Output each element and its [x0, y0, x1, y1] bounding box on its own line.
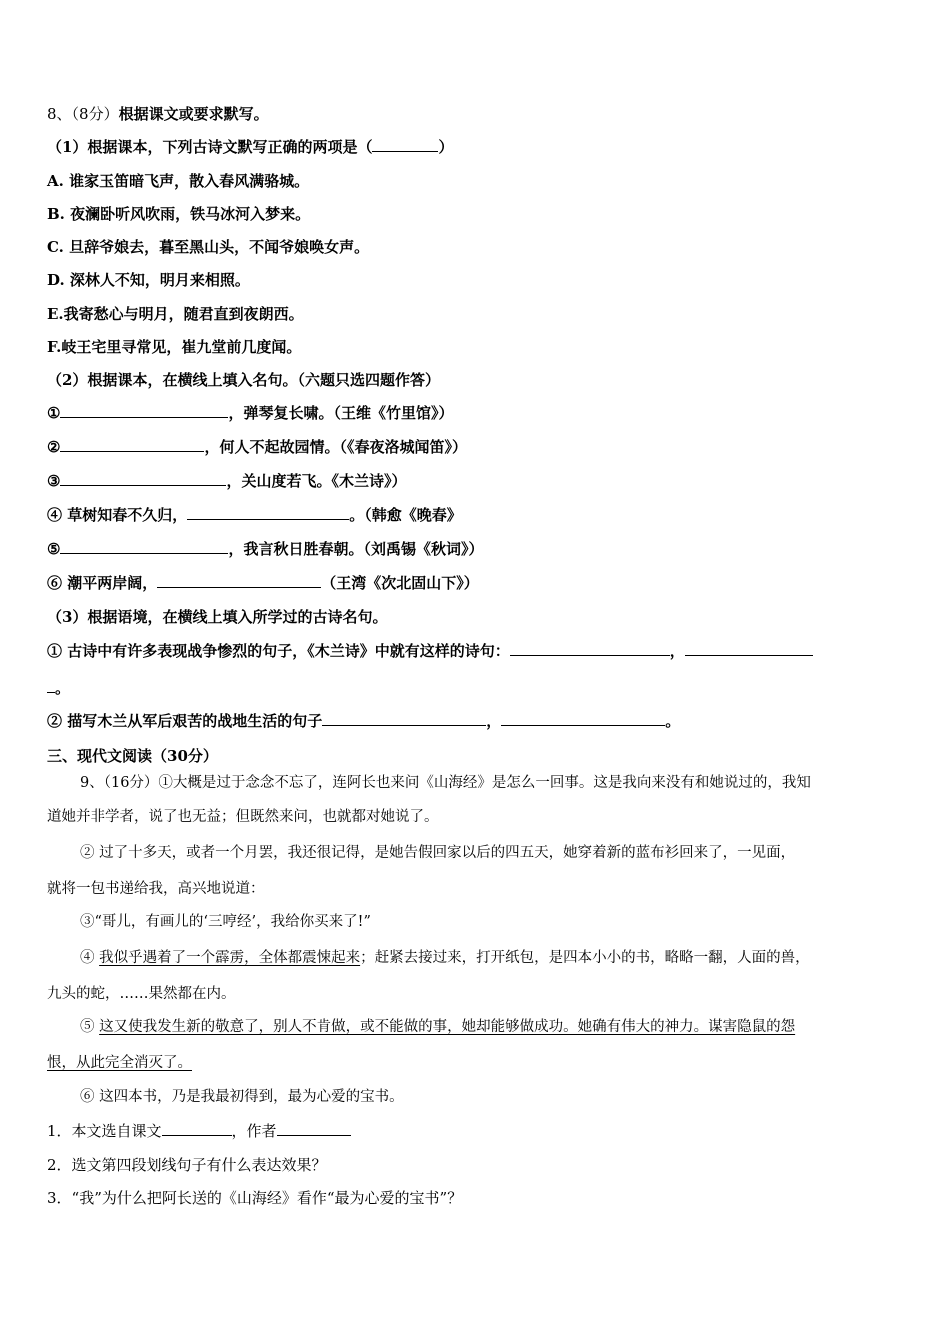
fill-item-6: [47, 573, 479, 593]
fill-item-6-post: （王湾《次北固山下》）: [321, 574, 479, 592]
option-e: E.我寄愁心与明月，随君直到夜朗西。: [47, 305, 304, 323]
option-a: A. 谁家玉笛暗飞声，散入春风满骆城。: [47, 172, 310, 190]
para-4-text: ；赶紧去接过来，打开纸包，是四本小小的书，略略一翻，人面的兽，: [360, 950, 810, 966]
fill-item-2: [47, 437, 467, 457]
passage-para-1: 9、（16分）①大概是过于念念不忘了，连阿长也来问《山海经》是怎么一回事。这是我向来没有和她说过的，我知: [80, 775, 811, 791]
fill-item-3: [47, 471, 406, 491]
question-3: 3．“我”为什么把阿长送的《山海经》看作“最为心爱的宝书”？: [47, 1189, 463, 1207]
q8-part3-stem: （3）根据语境，在横线上填入所学过的古诗名句。: [47, 608, 388, 626]
fill-item-2-pre: ②: [47, 438, 61, 456]
fill-item-4-post: 。（韩愈《晚春》: [349, 506, 462, 524]
section-title: 三、现代文阅读（30分）: [47, 747, 218, 765]
answer-blank[interactable]: [685, 641, 813, 656]
answer-blank[interactable]: [157, 573, 321, 588]
fill-item-1-pre: ①: [47, 404, 61, 422]
passage-para-4: [80, 948, 810, 968]
fill-item-5-post: ，我言秋日胜春朝。（刘禹锡《秋词》）: [228, 540, 484, 558]
answer-blank[interactable]: [510, 641, 670, 656]
answer-blank[interactable]: [162, 1121, 232, 1136]
passage-para-3: ③“哥儿，有画儿的‘三哼经’，我给你买来了!”: [80, 914, 371, 930]
passage-para-6: ⑥ 这四本书，乃是我最初得到，最为心爱的宝书。: [80, 1089, 404, 1105]
q8-part1-stem-close: ）: [438, 138, 454, 156]
fill-item-1: [47, 403, 453, 423]
answer-blank[interactable]: [60, 403, 228, 418]
option-f: F.岐王宅里寻常见，崔九堂前几度闻。: [47, 338, 302, 356]
passage-para-4-cont: 九头的蛇，……果然都在内。: [47, 986, 236, 1002]
q8-part1-stem-text: （1）根据课本，下列古诗文默写正确的两项是（: [47, 138, 373, 156]
question-1-text: 1．本文选自课文: [47, 1122, 162, 1140]
context-item-2-end: 。: [665, 712, 681, 730]
context-item-1: [47, 641, 813, 661]
question-1-author: ，作者: [231, 1122, 277, 1140]
answer-blank[interactable]: [501, 711, 665, 726]
context-item-1-end: 。: [55, 679, 71, 697]
fill-item-1-post: ，弹琴复长啸。（王维《竹里馆》）: [228, 404, 454, 422]
question-2: 2．选文第四段划线句子有什么表达效果？: [47, 1156, 327, 1174]
option-d: D. 深林人不知，明月来相照。: [47, 271, 250, 289]
q8-number: 8、（8分）: [47, 105, 119, 123]
fill-item-3-post: ，关山度若飞。《木兰诗》）: [226, 472, 407, 490]
passage-para-1-cont: 道她并非学者，说了也无益；但既然来问，也就都对她说了。: [47, 809, 439, 825]
underlined-sentence: 我似乎遇着了一个霹雳，全体都震悚起来: [99, 950, 361, 966]
q8-instruction: 根据课文或要求默写。: [118, 105, 269, 123]
fill-item-2-post: ，何人不起故园情。（《春夜洛城闻笛》）: [204, 438, 467, 456]
answer-blank[interactable]: [372, 137, 438, 152]
answer-blank[interactable]: [60, 471, 226, 486]
underlined-sentence: 这又使我发生新的敬意了，别人不肯做，或不能做的事，她却能够做成功。她确有伟大的神力。谋害隐鼠的怨: [99, 1019, 796, 1035]
para-5-number: ⑤: [80, 1019, 100, 1035]
passage-para-2: ② 过了十多天，或者一个月罢，我还很记得，是她告假回家以后的四五天，她穿着新的蓝布衫回来了，一见面，: [80, 845, 796, 861]
fill-item-5-pre: ⑤: [47, 540, 61, 558]
answer-blank[interactable]: [322, 711, 486, 726]
fill-item-4: [47, 505, 462, 525]
passage-para-5: [80, 1017, 795, 1037]
q8-header: [47, 104, 269, 124]
context-item-1-text: ① 古诗中有许多表现战争惨烈的句子，《木兰诗》中就有这样的诗句：: [47, 642, 510, 660]
answer-blank[interactable]: [60, 437, 204, 452]
fill-item-3-pre: ③: [47, 472, 61, 490]
para-4-number: ④: [80, 950, 100, 966]
fill-item-5: [47, 539, 483, 559]
fill-item-6-pre: ⑥ 潮平两岸阔，: [47, 574, 158, 592]
context-item-1-continued: [47, 678, 70, 698]
fill-item-4-pre: ④ 草树知春不久归，: [47, 506, 188, 524]
answer-blank[interactable]: [60, 539, 228, 554]
passage-para-5-cont: 恨，从此完全消灭了。: [47, 1055, 192, 1071]
answer-blank[interactable]: [277, 1121, 351, 1136]
option-c: C. 旦辞爷娘去，暮至黑山头，不闻爷娘唤女声。: [47, 238, 370, 256]
answer-blank[interactable]: [187, 505, 349, 520]
option-b: B. 夜澜卧听风吹雨，铁马冰河入梦来。: [47, 205, 311, 223]
context-item-1-comma: ，: [669, 642, 685, 660]
q8-part2-stem: （2）根据课本，在横线上填入名句。（六题只选四题作答）: [47, 371, 440, 389]
context-item-2: [47, 711, 680, 731]
question-1: [47, 1121, 351, 1141]
answer-blank[interactable]: [47, 678, 55, 693]
q8-part1-stem: [47, 137, 453, 157]
context-item-2-text: ② 描写木兰从军后艰苦的战地生活的句子: [47, 712, 323, 730]
context-item-2-comma: ，: [486, 712, 502, 730]
passage-para-2-cont: 就将一包书递给我，高兴地说道：: [47, 881, 265, 897]
